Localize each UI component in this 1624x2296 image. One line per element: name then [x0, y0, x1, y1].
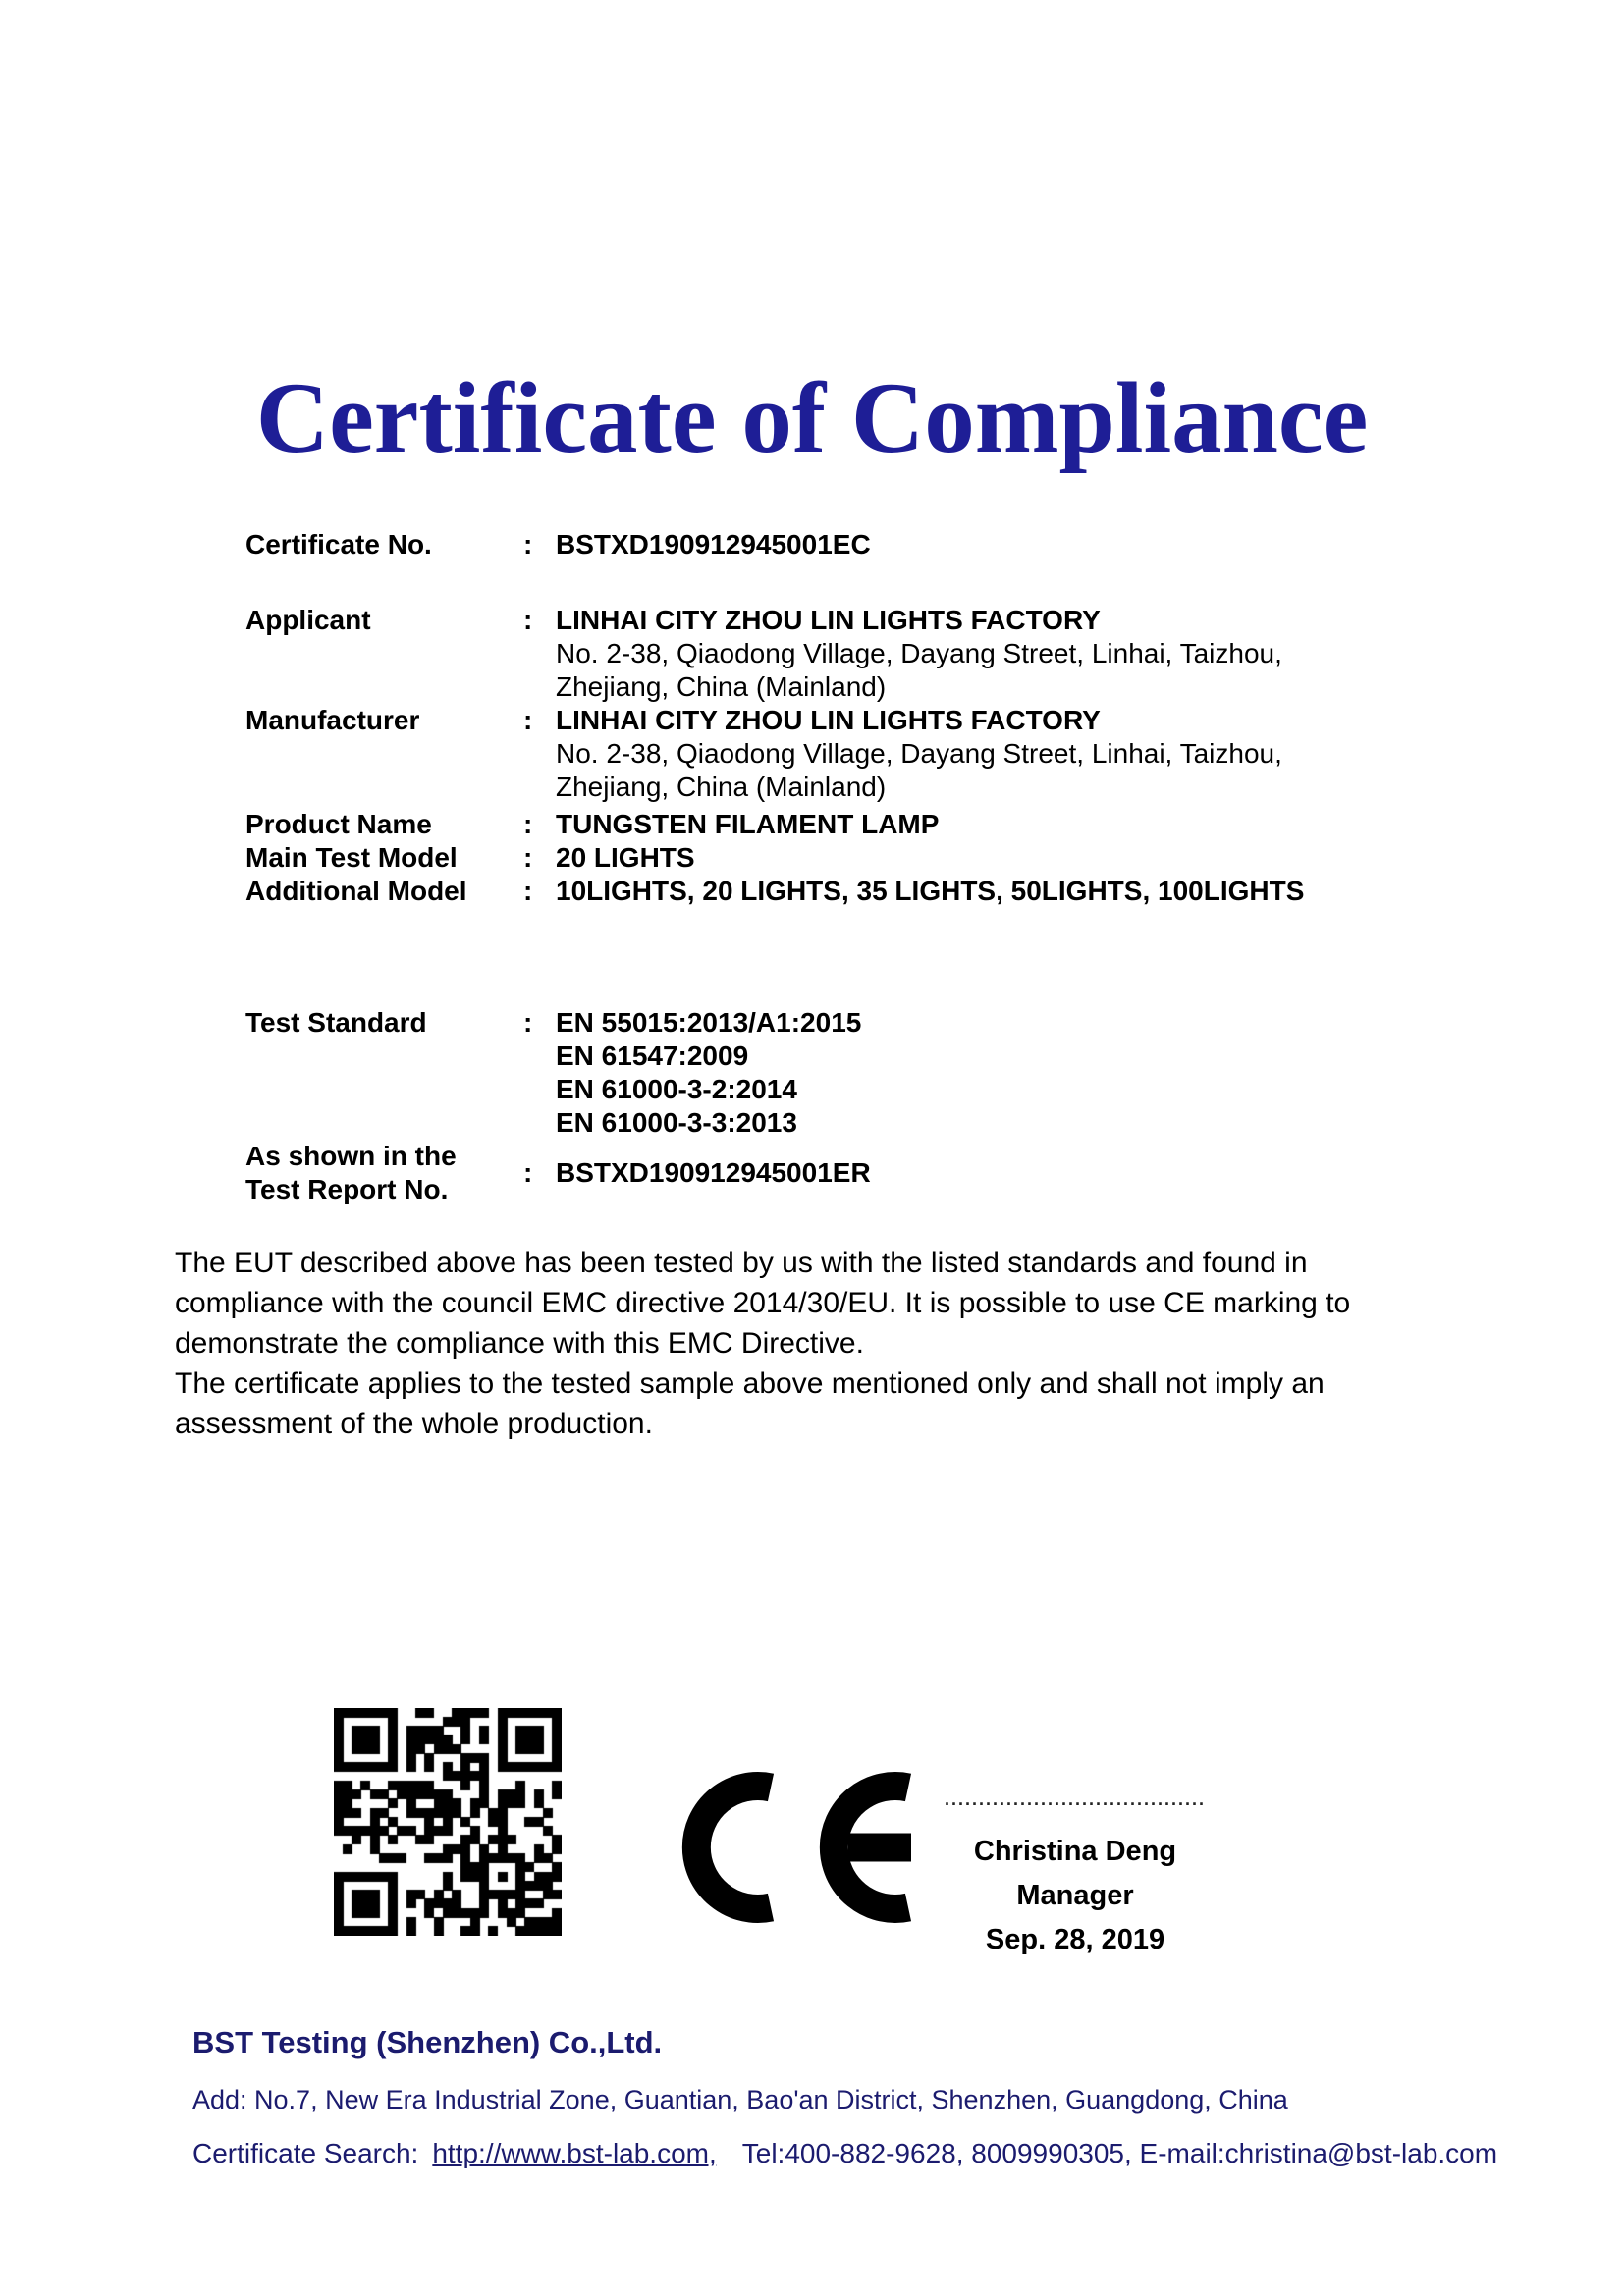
field-row-main-test-model	[245, 841, 1304, 875]
issuer-address: Add: No.7, New Era Industrial Zone, Guantian, Bao'an District, Shenzhen, Guangdong, China	[192, 2085, 1288, 2114]
test-standard-line: EN 55015:2013/A1:2015	[556, 1007, 862, 1038]
test-standard-line: EN 61000-3-2:2014	[556, 1074, 797, 1104]
field-label: Main Test Model	[245, 842, 458, 873]
manufacturer-address-line: Zhejiang, China (Mainland)	[556, 772, 887, 802]
signature-date: Sep. 28, 2019	[985, 1924, 1165, 1955]
field-colon: :	[523, 605, 533, 635]
main-test-model: 20 LIGHTS	[556, 842, 695, 873]
product-name: TUNGSTEN FILAMENT LAMP	[556, 809, 940, 839]
field-row-certificate-no	[245, 528, 1304, 561]
field-colon: :	[523, 1157, 533, 1188]
field-colon: :	[523, 529, 533, 560]
field-label: Product Name	[245, 809, 432, 839]
certificate-search-label: Certificate Search:	[192, 2138, 419, 2168]
signatory-role: Manager	[1016, 1880, 1134, 1911]
applicant-address-line: Zhejiang, China (Mainland)	[556, 671, 887, 702]
field-row-applicant	[245, 604, 1304, 704]
certificate-number: BSTXD190912945001EC	[556, 529, 871, 560]
signature-block	[923, 1787, 1227, 1962]
field-label: Certificate No.	[245, 529, 432, 560]
issuer-company-name: BST Testing (Shenzhen) Co.,Ltd.	[192, 2025, 663, 2059]
page-title: Certificate of Compliance	[255, 362, 1369, 474]
declaration-paragraph: The certificate applies to the tested sample above mentioned only and shall not imply an assessment of the whole production.	[175, 1367, 1325, 1440]
field-label: Test Standard	[245, 1007, 427, 1038]
applicant-address-line: No. 2-38, Qiaodong Village, Dayang Street, Linhai, Taizhou,	[556, 638, 1282, 668]
field-row-test-report-no	[245, 1140, 1304, 1206]
signature-line: ......................................	[944, 1789, 1207, 1809]
certificate-fields	[245, 528, 1304, 1206]
field-colon: :	[523, 842, 533, 873]
field-row-additional-model	[245, 875, 1304, 908]
field-row-test-standard	[245, 1006, 1304, 1140]
manufacturer-name: LINHAI CITY ZHOU LIN LIGHTS FACTORY	[556, 705, 1101, 735]
certificate-search-link[interactable]: http://www.bst-lab.com,	[432, 2138, 717, 2168]
field-label: Applicant	[245, 605, 371, 635]
contact-info: Tel:400-882-9628, 8009990305, E-mail:christina@bst-lab.com	[741, 2138, 1498, 2168]
applicant-name: LINHAI CITY ZHOU LIN LIGHTS FACTORY	[556, 605, 1101, 635]
field-label: Additional Model	[245, 876, 467, 906]
field-label-line: Test Report No.	[245, 1174, 449, 1204]
manufacturer-address-line: No. 2-38, Qiaodong Village, Dayang Street, Linhai, Taizhou,	[556, 738, 1282, 769]
field-label	[245, 1140, 523, 1206]
footer	[192, 2024, 1497, 2170]
field-label: Manufacturer	[245, 705, 420, 735]
field-label-line: As shown in the	[245, 1141, 457, 1171]
field-row-manufacturer	[245, 704, 1304, 804]
test-standard-line: EN 61000-3-3:2013	[556, 1107, 797, 1138]
field-colon: :	[523, 809, 533, 839]
signatory-name: Christina Deng	[973, 1836, 1177, 1867]
declaration-paragraph: The EUT described above has been tested by us with the listed standards and found in compliance with the council EMC directive 2014/30/EU. It is possible to use CE marking to demonstrate the compliance with this EMC Directive.	[175, 1247, 1351, 1360]
field-row-product-name	[245, 808, 1304, 841]
field-colon: :	[523, 705, 533, 735]
qr-code-icon	[334, 1708, 562, 1936]
declaration-text	[175, 1243, 1446, 1444]
field-colon: :	[523, 876, 533, 906]
additional-models: 10LIGHTS, 20 LIGHTS, 35 LIGHTS, 50LIGHTS, 100LIGHTS	[556, 876, 1305, 906]
test-standard-line: EN 61547:2009	[556, 1041, 749, 1071]
test-report-number: BSTXD190912945001ER	[556, 1157, 871, 1188]
field-colon: :	[523, 1007, 533, 1038]
certificate-search-line	[192, 2137, 1497, 2170]
